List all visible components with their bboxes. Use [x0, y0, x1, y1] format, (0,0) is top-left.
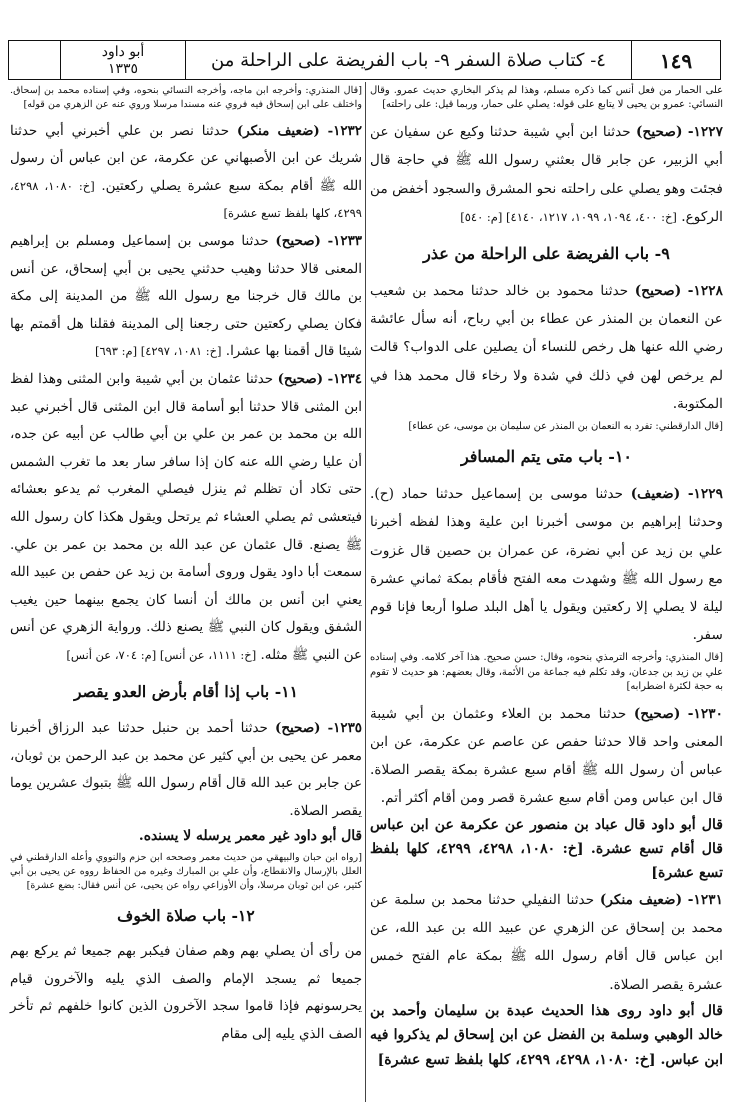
hadith-number: ١٢٣٣- [327, 232, 362, 249]
page-number-box [631, 40, 721, 80]
hadith-text: حدثنا محمود بن خالد حدثنا محمد بن شعيب عن النعمان بن المنذر عن عطاء بن أبي رباح، أنه سأل عائشة رضي الله عنها هل رخص للنساء أن يصلين على الدواب؟ قالت لم يرخص لهن في ذلك في شدة ولا رخاء قال محمد هذا في المكتوبة. [370, 283, 723, 412]
abu-dawud-note: قال أبو داود روى هذا الحديث عبدة بن سليمان وأحمد بن خالد الوهبي وسلمة بن الفضل عن ابن إسحاق لم يذكروا فيه ابن عباس. [خ: ١٠٨٠، ٤٢٩٨، ٤٢٩٩، كلها بلفظ تسع عشرة] [370, 1002, 723, 1068]
hadith-grade: (صحيح) [633, 705, 681, 722]
book-label-box [60, 40, 186, 80]
chapter-heading: ٩- باب الفريضة على الراحلة من عذر [423, 244, 670, 263]
hadith-entry [370, 480, 723, 649]
hadith-grade: (صحيح) [634, 283, 682, 300]
book-label-line1: أبو داود [101, 44, 145, 60]
hadith-text: حدثنا نصر بن علي أخبرني أبي حدثنا شريك عن ابن الأصبهاني عن عكرمة، عن ابن عباس أن رسول الله ﷺ أقام بمكة سبع عشرة يصلي ركعتين. [10, 123, 362, 194]
hadith-number: ١٢٣٠- [687, 705, 723, 722]
hadith-entry [370, 700, 723, 813]
hadith-entry [10, 715, 362, 825]
column-divider [365, 82, 366, 1102]
hadith-grade: (ضعيف منكر) [599, 891, 683, 908]
hadith-text: حدثنا عثمان بن أبي شيبة وابن المثنى وهذا لفظ ابن المثنى قالا حدثنا أبو أسامة قال ابن المثنى قال أخبرني عبد الله بن محمد بن عمر بن علي بن أبي طالب عن أبيه عن جده، أن عليا رضي الله عنه كان إذا سافر سار بعد ما تغرب الشمس حتى تكاد أن تظلم ثم ينزل فيصلي المغرب ثم يدعو بعشائه فيتعشى ثم يصلي العشاء ثم يرتحل ويقول هكذا كان رسول الله ﷺ يصنع. قال عثمان عن عبد الله بن محمد بن عمر بن علي. سمعت أبا داود يقول وروى أسامة بن زيد عن حفص بن عبيد الله يعني ابن أنس بن مالك أن أنسا كان يجمع بينهما حين يغيب الشفق ويقول كان النبي ﷺ يصنع ذلك. ورواية الزهري عن أنس عن النبي ﷺ مثله. [10, 371, 362, 663]
footnote: [رواه ابن حبان والبيهقي من حديث معمر وصححه ابن حزم والنووي وأعله الدارقطني في العلل بالإرسال والانقطاع، وأن علي بن المبارك وغيره من الحفاظ رووه عن يحيى بن أبي كثير، عن ابن ثوبان مرسلا، وأن الأوزاعي رواه عن يحيى، عن أنس فقال: بضع عشرة] [10, 852, 362, 891]
hadith-references: [خ: ١١١١، عن أنس] [م: ٧٠٤، عن أنس] [66, 647, 257, 662]
right-column [370, 82, 723, 1072]
hadith-grade: (صحيح) [275, 232, 321, 249]
chapter-heading: ١٢- باب صلاة الخوف [117, 905, 255, 925]
hadith-grade: (صحيح) [274, 719, 321, 736]
footnote: [قال المنذري: وأخرجه ابن ماجه، وأخرجه النسائي بنحوه، وفي إسناده محمد بن إسحاق. واختلف على ابن إسحاق فيه فروي عنه مسندا مرسلا وروي عنه عن الزهري من قوله] [10, 85, 362, 110]
hadith-entry [10, 228, 362, 366]
hadith-number: ١٢٣٢- [327, 122, 362, 139]
footnote: على الحمار من فعل أنس كما ذكره مسلم، وهذا لم يذكر البخاري حديث عمرو. وقال النسائي: عمرو بن يحيى لا يتابع على قوله: يصلي على حمار، وربما قيل: على راحلته] [370, 85, 723, 111]
hadith-text: حدثنا موسى بن إسماعيل ومسلم بن إبراهيم المعنى قالا حدثنا وهيب حدثني يحيى بن أبي إسحاق، عن أنس بن مالك قال خرجنا مع رسول الله ﷺ من المدينة إلى مكة فكان يصلي ركعتين حتى رجعنا إلى المدينة فقلنا هل أقمتم بها شيئا قال أقمنا بها عشرا. [10, 233, 362, 360]
hadith-number: ١٢٢٧- [687, 124, 723, 141]
hadith-entry [10, 118, 362, 228]
hadith-grade: (ضعيف منكر) [236, 122, 320, 139]
hadith-entry [370, 886, 723, 999]
hadith-text: حدثنا أحمد بن حنبل حدثنا عبد الرزاق أخبرنا معمر عن يحيى بن أبي كثير عن محمد بن عبد الرحمن بن ثوبان، عن جابر بن عبد الله قال أقام رسول الله ﷺ بتبوك عشرين يوما يقصر الصلاة. [10, 720, 362, 819]
hadith-text: حدثنا موسى بن إسماعيل حدثنا حماد (ح). وحدثنا إبراهيم بن موسى أخبرنا ابن علية وهذا لفظه أخبرنا علي بن زيد عن أبي نضرة، عن عمران بن حصين قال غزوت مع رسول الله ﷺ وشهدت معه الفتح فأقام بمكة ثماني عشرة ليلة لا يصلي إلا ركعتين ويقول يا أهل البلد صلوا أربعا فإنا قوم سفر. [370, 486, 723, 644]
header-empty-box [8, 40, 61, 80]
hadith-grade: (صحيح) [636, 124, 683, 141]
hadith-references: [خ: ١٠٨١، ٤٢٩٧] [م: ٦٩٣] [94, 344, 222, 359]
hadith-entry [370, 277, 723, 418]
running-title: ٤- كتاب صلاة السفر ٩- باب الفريضة على الراحلة من [211, 50, 606, 71]
chapter-heading: ١١- باب إذا أقام بأرض العدو يقصر [74, 682, 298, 702]
hadith-references: [خ: ٤٠٠، ١٠٩٤، ١٠٩٩، ١٢١٧، ٤١٤٠] [م: ٥٤٠] [460, 209, 677, 224]
hadith-text: حدثنا ابن أبي شيبة حدثنا وكيع عن سفيان عن أبي الزبير، عن جابر قال بعثني رسول الله ﷺ في حاجة قال فجئت وهو يصلي على راحلته نحو المشرق والسجود أخفض من الركوع. [370, 124, 723, 225]
footnote: [قال الدارقطني: تفرد به النعمان بن المنذر عن سليمان بن موسى، عن عطاء] [408, 421, 723, 433]
hadith-text: حدثنا النفيلي حدثنا محمد بن سلمة عن محمد بن إسحاق عن الزهري عن عبيد الله بن عبد الله، عن ابن عباس قال أقام رسول الله ﷺ بمكة عام الفتح خمس عشرة يقصر الصلاة. [370, 891, 723, 993]
hadith-grade: (صحيح) [277, 370, 324, 387]
hadith-text: من رأى أن يصلي بهم وهم صفان فيكبر بهم جميعا ثم يركع بهم جميعا ثم يسجد الإمام والصف الذي يليه والآخرون قيام يحرسونهم فإذا قاموا سجد الآخرون الذين كانوا خلفهم ثم تأخر الصف الذي يليه إلى مقام [10, 944, 362, 1042]
hadith-entry [10, 938, 362, 1048]
abu-dawud-note: قال أبو داود غير معمر يرسله لا يسنده. [138, 828, 362, 845]
hadith-number: ١٢٢٨- [687, 283, 723, 300]
footnote: [قال المنذري: وأخرجه الترمذي بنحوه، وقال: حسن صحيح. هذا آخر كلامه. وفي إسناده علي بن زيد بن جدعان، وقد تكلم فيه جماعة من الأئمة، وقال بعضهم: هو حديث لا تقوم به حجة لكثرة اضطرابه] [370, 652, 723, 692]
hadith-number: ١٢٣٥- [327, 719, 362, 736]
running-title-box [185, 40, 632, 80]
left-column [10, 82, 362, 1048]
hadith-entry [370, 118, 723, 231]
hadith-references: [خ: ١٠٨٠، ٤٢٩٨، ٤٢٩٩، كلها بلفظ تسع عشرة] [10, 178, 362, 221]
chapter-heading: ١٠- باب متى يتم المسافر [460, 447, 633, 467]
hadith-text: حدثنا محمد بن العلاء وعثمان بن أبي شيبة المعنى واحد قالا حدثنا حفص عن عاصم عن عكرمة، عن ابن عباس أن رسول الله ﷺ أقام سبع عشرة بمكة يقصر الصلاة. قال ابن عباس ومن أقام سبع عشرة قصر ومن أقام أكثر أتم. [370, 705, 723, 807]
hadith-entry [10, 366, 362, 670]
hadith-number: ١٢٣٤- [327, 370, 362, 387]
page-number: ١٤٩ [659, 49, 693, 73]
abu-dawud-note: قال أبو داود قال عباد بن منصور عن عكرمة عن ابن عباس قال أقام تسع عشرة. [خ: ١٠٨٠، ٤٢٩٨، ٤٢٩٩، كلها بلفظ تسع عشرة] [370, 816, 724, 882]
hadith-grade: (ضعيف) [630, 486, 681, 503]
hadith-number: ١٢٢٩- [687, 486, 723, 503]
hadith-number: ١٢٣١- [687, 891, 723, 908]
book-label-line2: ١٣٣٥ [107, 61, 139, 77]
